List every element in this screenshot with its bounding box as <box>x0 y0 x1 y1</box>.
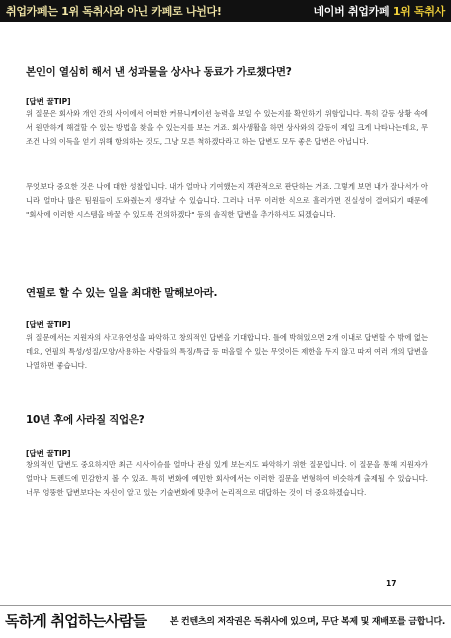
tip-label: [답변 꿀TIP] <box>26 320 71 329</box>
answer-paragraph: 위 질문에서는 지원자의 사고유연성을 파악하고 창의적인 답변을 기대합니다. 틀에 박혀있으면 2개 이내로 답변할 수 밖에 없는데요, 연필의 특성/성질/모양/사용하는 사람들의 특징/특급 등 떠올릴 수 있는 무엇이든 제한을 두지 않고 따져 여러 개의 답변을 나열하면 좋습니다. <box>26 333 428 371</box>
question-heading: 10년 후에 사라질 직업은? <box>26 414 145 426</box>
question-heading: 연필로 할 수 있는 일을 최대한 말해보아라. <box>26 287 218 299</box>
answer-paragraph: 위 질문은 회사와 개인 간의 사이에서 어떠한 커뮤니케이션 능력을 보일 수 있는지를 확인하기 위함입니다. 특히 갈등 상황 속에서 원만하게 해결할 수 있는 방법을 찾을 수 있는지를 보는 거죠. 회사생활을 하면 상사와의 갈등이 제일 크게 나타나는데요, 무조건 나의 이득을 얻기 위해 항의하는 것도, 그냥 모른 척하겠다라고 하는 답변도 모두 좋은 답변은 아닙니다. <box>26 109 428 147</box>
top-banner <box>0 0 451 22</box>
banner-slogan: 취업카페는 1위 독취사와 아닌 카페로 나뉜다! <box>6 5 222 18</box>
tip-label: [답변 꿀TIP] <box>26 97 71 106</box>
banner-brand-highlight: 1위 독취사 <box>392 5 445 18</box>
footer-copyright: 본 컨텐츠의 저작권은 독취사에 있으며, 무단 복제 및 재배포를 금합니다. <box>169 617 445 627</box>
banner-brand <box>313 3 445 19</box>
answer-paragraph: 창의적인 답변도 중요하지만 최근 시사이슈를 얼마나 관심 있게 보는지도 파악하기 위한 질문입니다. 이 질문을 통해 지원자가 얼마나 트렌드에 민감한지 볼 수 있죠. 특히 변화에 예민한 회사에서는 이러한 질문을 변형하여 비슷하게 출제될 수 있습니다. 너무 엉뚱한 답변보다는 자신이 알고 있는 기술변화에 맞추어 논리적으로 대답하는 것이 더 중요하겠습니다. <box>26 460 428 498</box>
page-number: 17 <box>386 579 397 588</box>
tip-label: [답변 꿀TIP] <box>26 449 71 458</box>
footer-divider <box>0 605 451 606</box>
banner-brand-prefix: 네이버 취업카페 <box>313 5 393 18</box>
answer-paragraph: 무엇보다 중요한 것은 나에 대한 성찰입니다. 내가 얼마나 기여했는지 객관적으로 판단하는 거죠. 그렇게 보면 내가 잘나서가 아니라 얼마나 많은 팀원들이 도와줬는지 생각날 수 있습니다. 그러나 너무 이러한 식으로 흘러가면 진실성이 결여되기 때문에 "회사에 이러한 시스템을 바꿀 수 있도록 건의하겠다" 등의 솔직한 답변을 추가하셔도 되겠습니다. <box>26 182 428 220</box>
footer-brand: 독하게 취업하는사람들 <box>5 612 147 630</box>
question-heading: 본인이 열심히 해서 낸 성과물을 상사나 동료가 가로챘다면? <box>26 66 292 78</box>
